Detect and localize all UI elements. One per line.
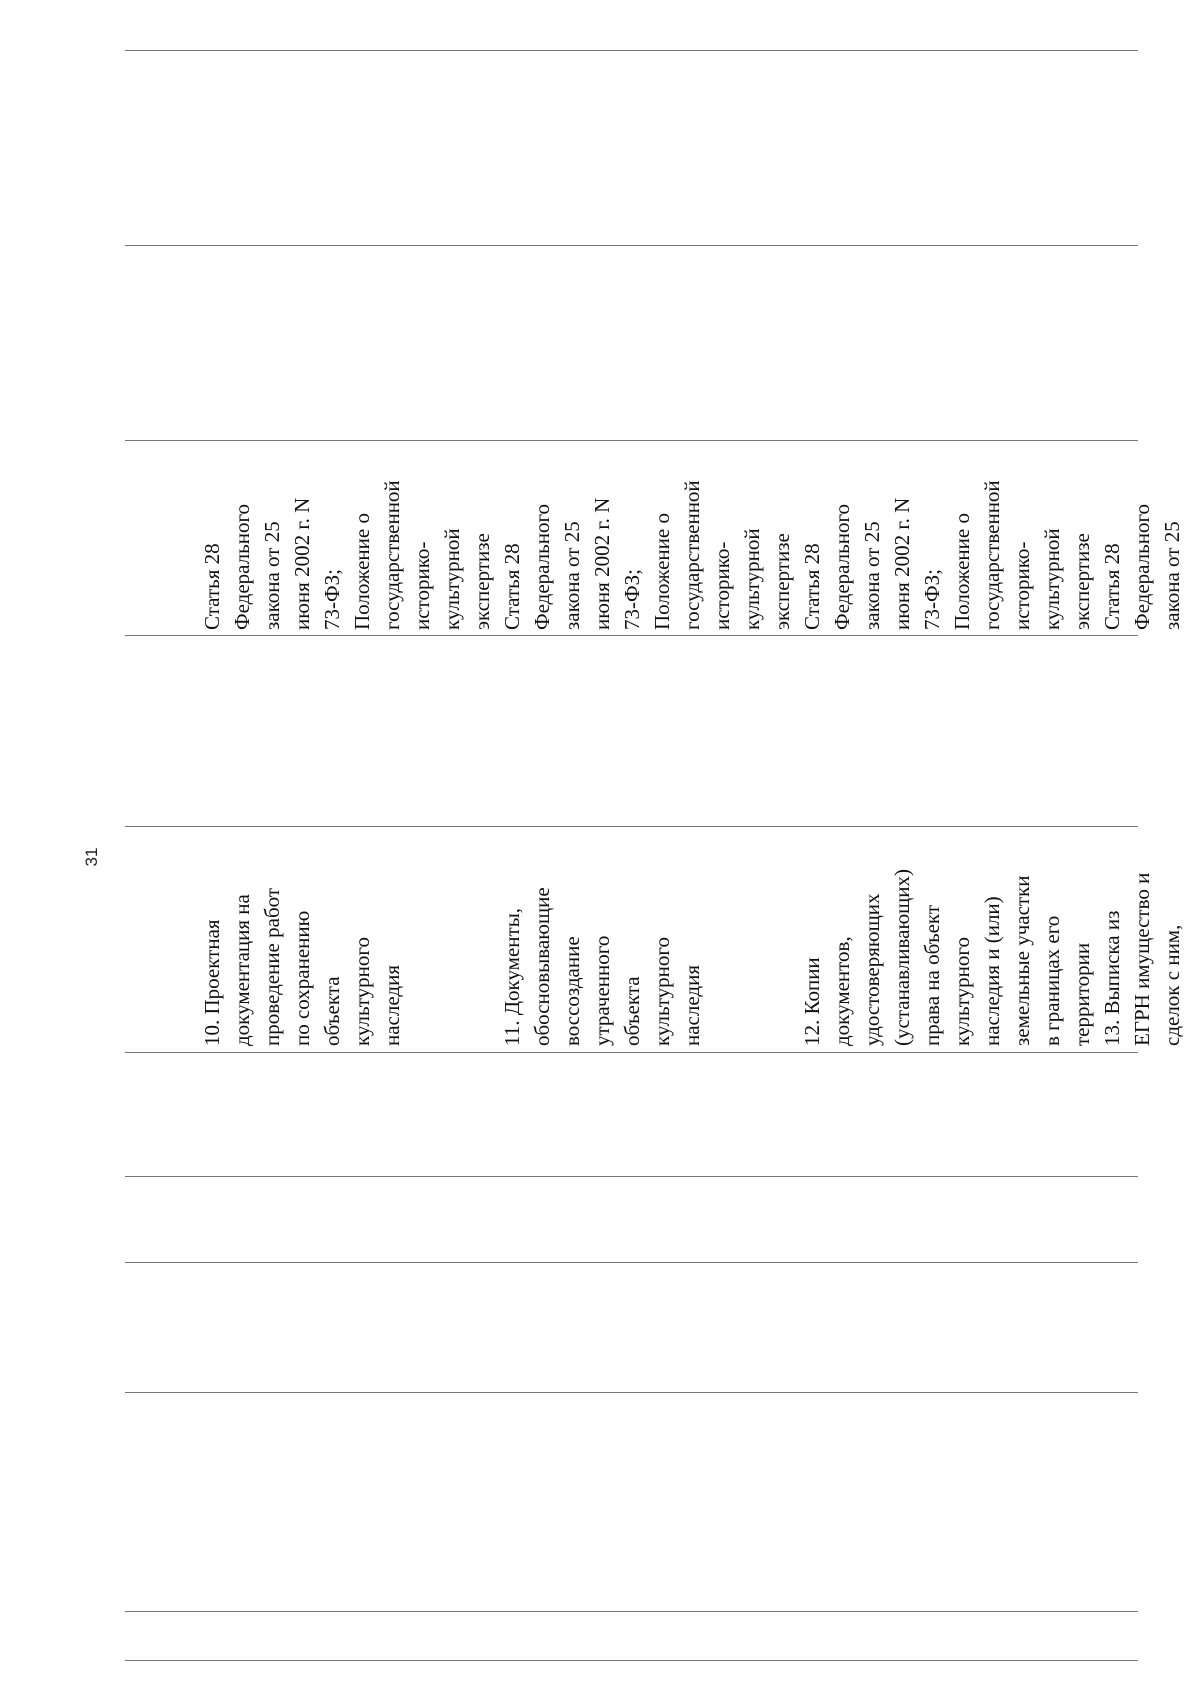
table-rule <box>125 1392 1138 1393</box>
legal-basis-13: Статья 28 Федерального закона от 25 <box>1100 503 1184 630</box>
table-rule <box>125 1052 1138 1053</box>
table-rule <box>125 826 1138 827</box>
table-rule-top <box>125 50 1138 51</box>
table-rule <box>125 245 1138 246</box>
document-name-11: 11. Документы, обосновывающие воссоздание утраченного объекта культурного наследия <box>500 887 704 1046</box>
legal-basis-11: Статья 28 Федерального закона от 25 июня 2002 г. N 73-ФЗ; Положение о государственной историко- культурной экспертизе <box>500 480 794 630</box>
document-name-12: 12. Копии документов, удостоверяющих (устанавливающих) права на объект культурного наследия и (или) земельные участки в границах его территории <box>800 868 1094 1046</box>
document-name-10: 10. Проектная документация на проведение работ по сохранению объекта культурного наследия <box>200 887 404 1046</box>
table-rule <box>125 1611 1138 1612</box>
table-rule <box>125 440 1138 441</box>
legal-basis-12: Статья 28 Федерального закона от 25 июня 2002 г. N 73-ФЗ; Положение о государственной историко- культурной экспертизе <box>800 480 1094 630</box>
table-rule <box>125 1262 1138 1263</box>
table-rule-bottom <box>125 1660 1138 1661</box>
document-name-13: 13. Выписка из ЕГРН имущество и сделок с ним, <box>1100 872 1184 1046</box>
legal-basis-10: Статья 28 Федерального закона от 25 июня 2002 г. N 73-ФЗ; Положение о государственной историко- культурной экспертизе <box>200 480 494 630</box>
page-number: 31 <box>82 847 101 867</box>
table-rule <box>125 635 1138 636</box>
table-rule <box>125 1176 1138 1177</box>
